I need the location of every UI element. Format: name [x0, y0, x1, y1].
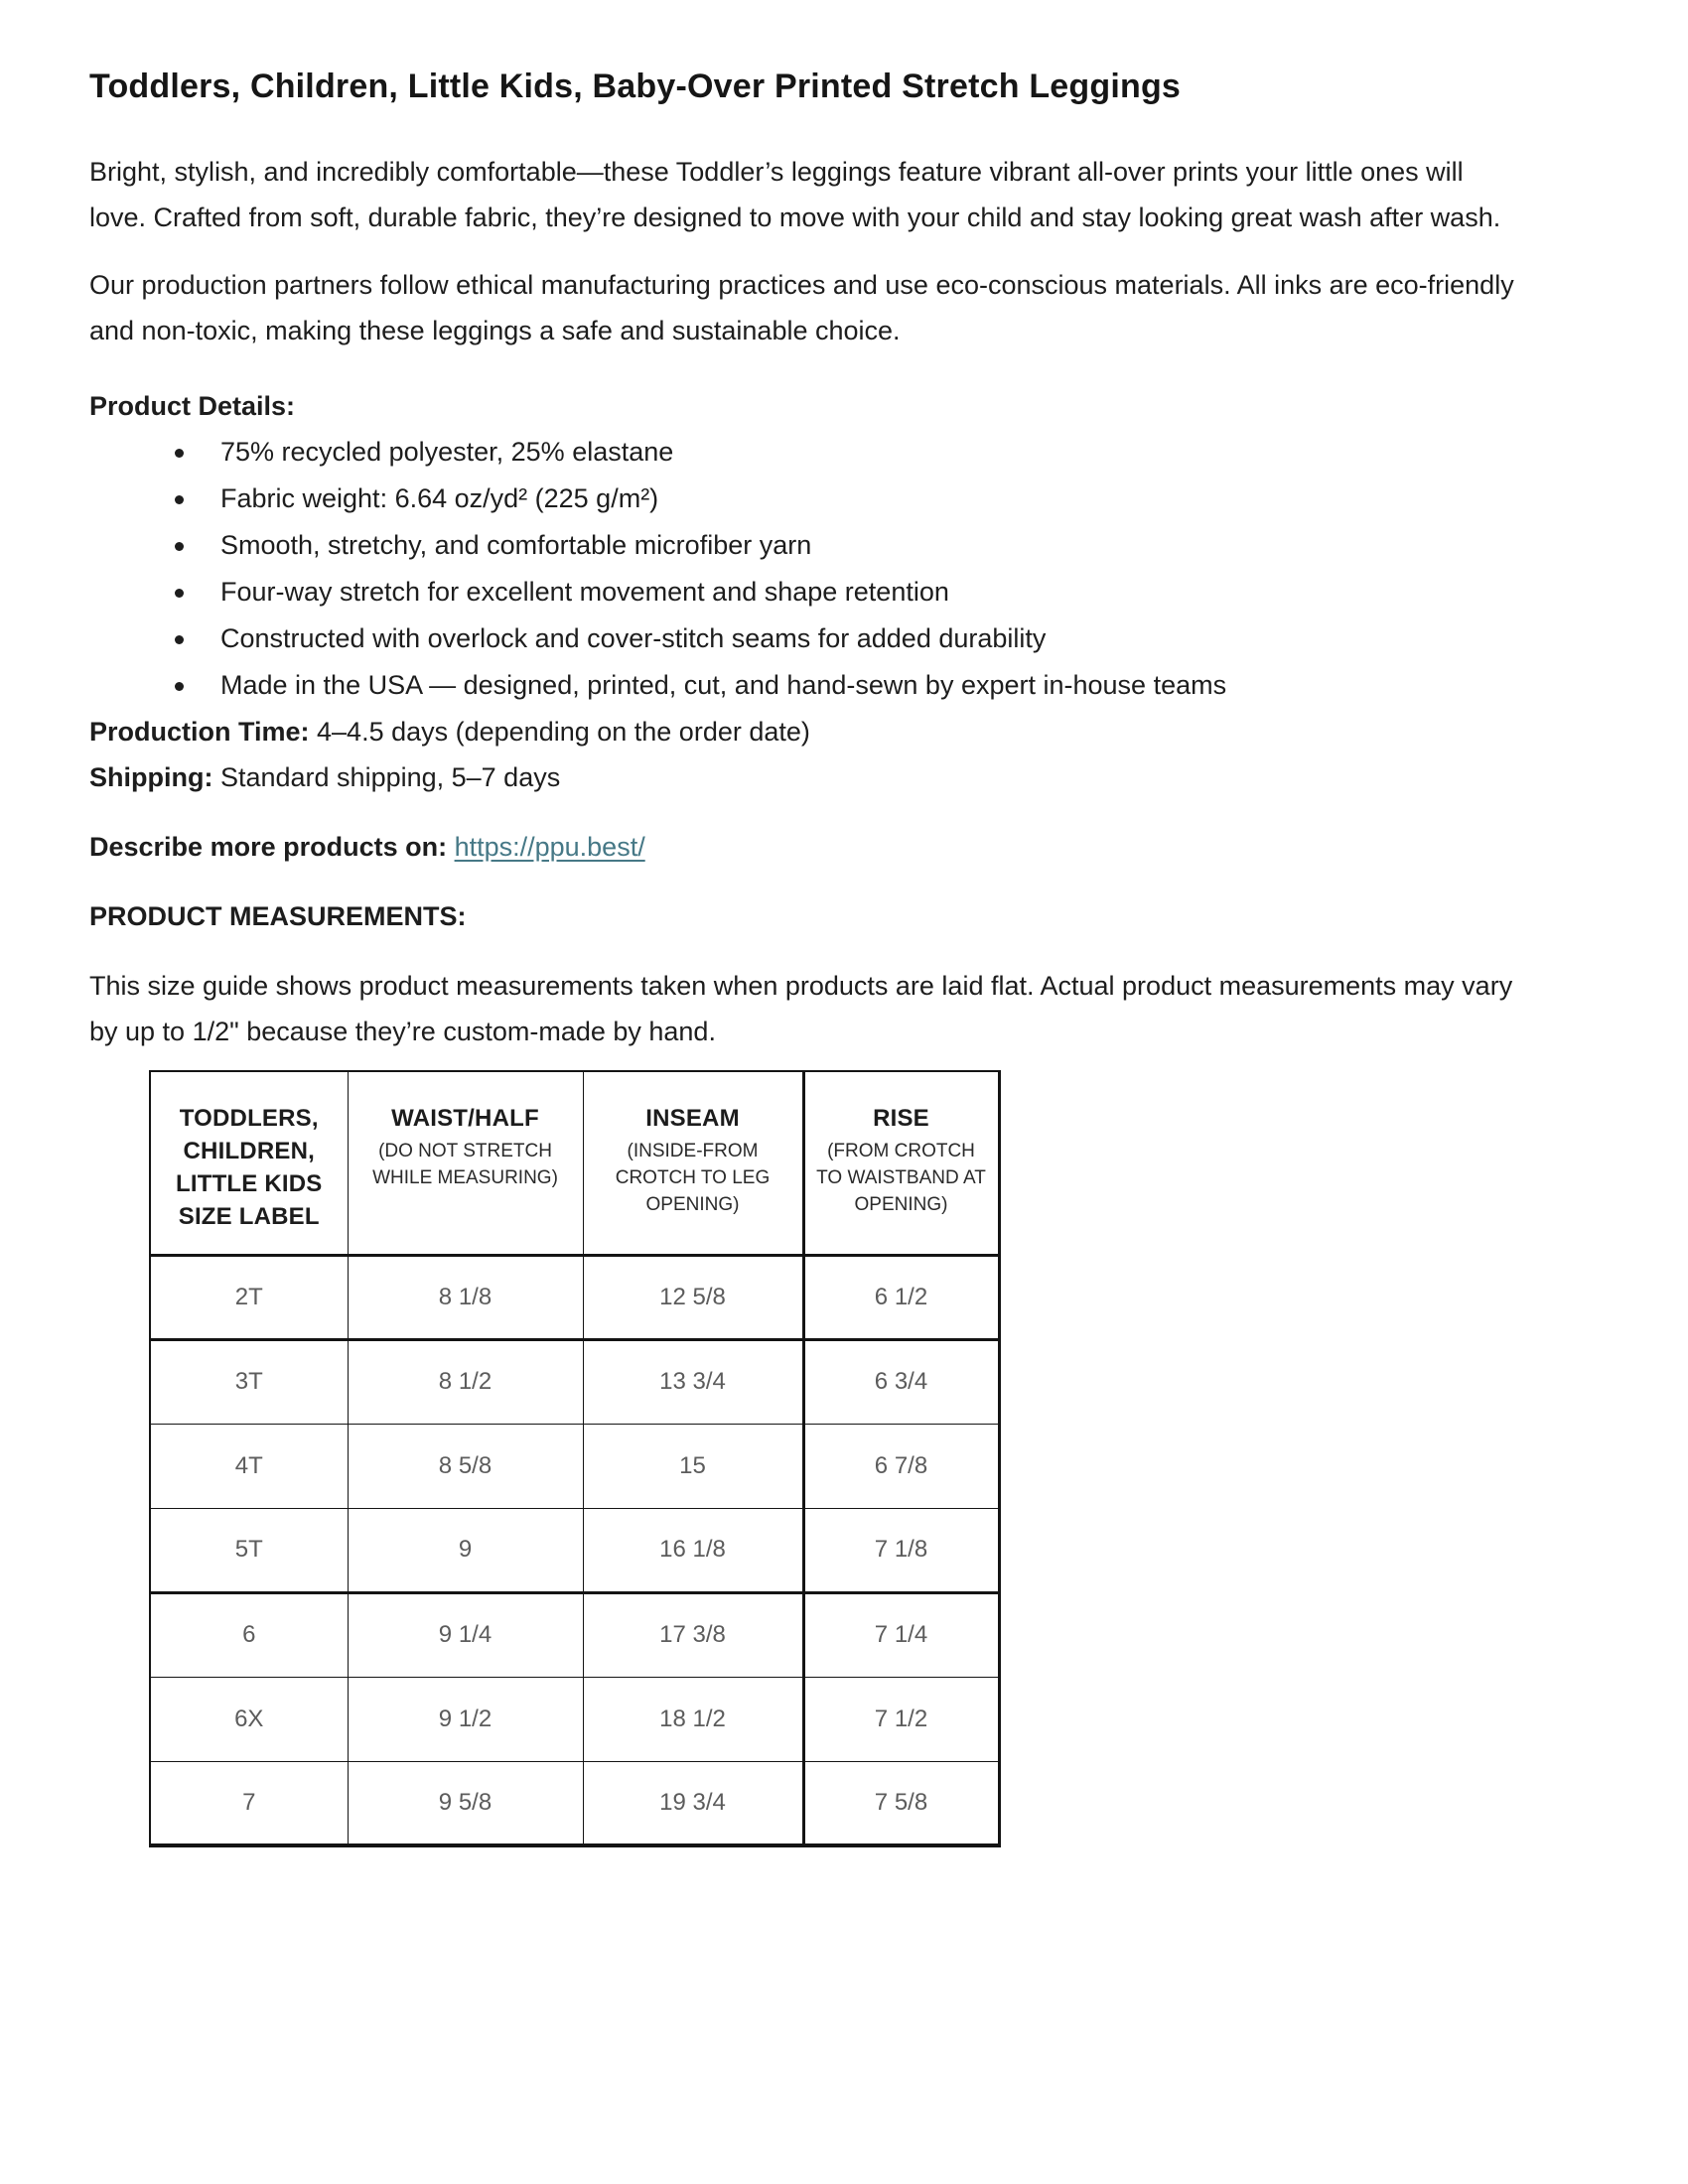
table-cell: 7 1/8: [803, 1508, 999, 1592]
more-products-label: Describe more products on:: [89, 832, 455, 862]
page-title: Toddlers, Children, Little Kids, Baby-Over Printed Stretch Leggings: [89, 68, 1182, 105]
product-detail-text: Four-way stretch for excellent movement and shape retention: [220, 577, 949, 607]
more-products-link[interactable]: https://ppu.best/: [454, 832, 645, 862]
product-detail-item: [220, 569, 1519, 615]
table-row: [150, 1424, 999, 1508]
product-detail-text: 75% recycled polyester, 25% elastane: [220, 437, 674, 467]
product-detail-item: [220, 522, 1519, 569]
bullet-icon: [175, 635, 184, 644]
column-header-title: RISE: [873, 1105, 929, 1132]
size-measurements-table: [149, 1070, 1001, 1847]
table-cell: 7 1/4: [803, 1592, 999, 1677]
table-row: [150, 1339, 999, 1424]
product-details-heading: Product Details:: [89, 391, 296, 421]
production-time-label: Production Time:: [89, 717, 310, 747]
table-cell: 9 1/4: [348, 1592, 583, 1677]
intro-paragraph-1: Bright, stylish, and incredibly comfortable—these Toddler’s leggings feature vibrant all-over prints your little ones will love. Crafted from soft, durable fabric, they’re designed to move with your child and stay looking great wash after wash.: [89, 157, 1501, 232]
column-header-title: TODDLERS, CHILDREN, LITTLE KIDS SIZE LABEL: [175, 1105, 323, 1230]
table-cell: 9 5/8: [348, 1761, 583, 1845]
table-cell: 7 1/2: [803, 1677, 999, 1761]
bullet-icon: [175, 542, 184, 551]
size-table-header: [150, 1071, 999, 1255]
table-cell: 6 3/4: [803, 1339, 999, 1424]
size-guide-note: This size guide shows product measurements taken when products are laid flat. Actual product measurements may vary by up to 1/2" because they’re custom-made by hand.: [89, 971, 1513, 1046]
column-header-subtitle: (DO NOT STRETCH WHILE MEASURING): [372, 1141, 558, 1188]
shipping-value: Standard shipping, 5–7 days: [212, 762, 561, 792]
table-row: [150, 1761, 999, 1845]
shipping-label: Shipping:: [89, 762, 213, 792]
product-detail-text: Made in the USA — designed, printed, cut, and hand-sewn by expert in-house teams: [220, 670, 1227, 700]
table-cell: 6 7/8: [803, 1424, 999, 1508]
table-cell: 6 1/2: [803, 1255, 999, 1339]
product-measurements-heading: PRODUCT MEASUREMENTS:: [89, 901, 467, 931]
table-cell: 13 3/4: [583, 1339, 803, 1424]
product-detail-text: Smooth, stretchy, and comfortable microfiber yarn: [220, 530, 812, 560]
bullet-icon: [175, 449, 184, 458]
production-time-value: 4–4.5 days (depending on the order date): [309, 717, 810, 747]
product-details-list: [89, 429, 1519, 709]
table-cell: 19 3/4: [583, 1761, 803, 1845]
column-header-subtitle: (FROM CROTCH TO WAISTBAND AT OPENING): [816, 1141, 986, 1215]
table-column-header: [348, 1071, 583, 1255]
product-detail-text: Constructed with overlock and cover-stitch seams for added durability: [220, 623, 1047, 653]
product-detail-text: Fabric weight: 6.64 oz/yd² (225 g/m²): [220, 483, 659, 513]
table-cell: 3T: [150, 1339, 348, 1424]
table-cell: 5T: [150, 1508, 348, 1592]
table-cell: 12 5/8: [583, 1255, 803, 1339]
production-time-line: [89, 709, 1519, 754]
intro-paragraph-2: Our production partners follow ethical manufacturing practices and use eco-conscious materials. All inks are eco-friendly and non-toxic, making these leggings a safe and sustainable choice.: [89, 270, 1514, 345]
product-detail-item: [220, 662, 1519, 709]
table-row: [150, 1677, 999, 1761]
product-detail-item: [220, 429, 1519, 476]
table-cell: 9 1/2: [348, 1677, 583, 1761]
table-cell: 8 1/2: [348, 1339, 583, 1424]
table-column-header: [583, 1071, 803, 1255]
table-cell: 6X: [150, 1677, 348, 1761]
size-table-header-row: [150, 1071, 999, 1255]
table-cell: 7: [150, 1761, 348, 1845]
size-table-body: [150, 1255, 999, 1845]
table-cell: 18 1/2: [583, 1677, 803, 1761]
table-column-header: [150, 1071, 348, 1255]
bullet-icon: [175, 682, 184, 691]
column-header-subtitle: (INSIDE-FROM CROTCH TO LEG OPENING): [615, 1141, 771, 1215]
table-row: [150, 1592, 999, 1677]
table-cell: 9: [348, 1508, 583, 1592]
bullet-icon: [175, 495, 184, 504]
table-cell: 7 5/8: [803, 1761, 999, 1845]
table-cell: 17 3/8: [583, 1592, 803, 1677]
table-cell: 15: [583, 1424, 803, 1508]
table-column-header: [803, 1071, 999, 1255]
column-header-title: WAIST/HALF: [391, 1105, 539, 1132]
table-cell: 4T: [150, 1424, 348, 1508]
table-cell: 2T: [150, 1255, 348, 1339]
table-cell: 8 5/8: [348, 1424, 583, 1508]
product-detail-item: [220, 476, 1519, 522]
table-row: [150, 1508, 999, 1592]
table-row: [150, 1255, 999, 1339]
column-header-title: INSEAM: [645, 1105, 740, 1132]
table-cell: 16 1/8: [583, 1508, 803, 1592]
shipping-line: [89, 754, 1519, 800]
more-products-line: [89, 824, 1519, 870]
table-cell: 8 1/8: [348, 1255, 583, 1339]
table-cell: 6: [150, 1592, 348, 1677]
bullet-icon: [175, 589, 184, 598]
product-detail-item: [220, 615, 1519, 662]
